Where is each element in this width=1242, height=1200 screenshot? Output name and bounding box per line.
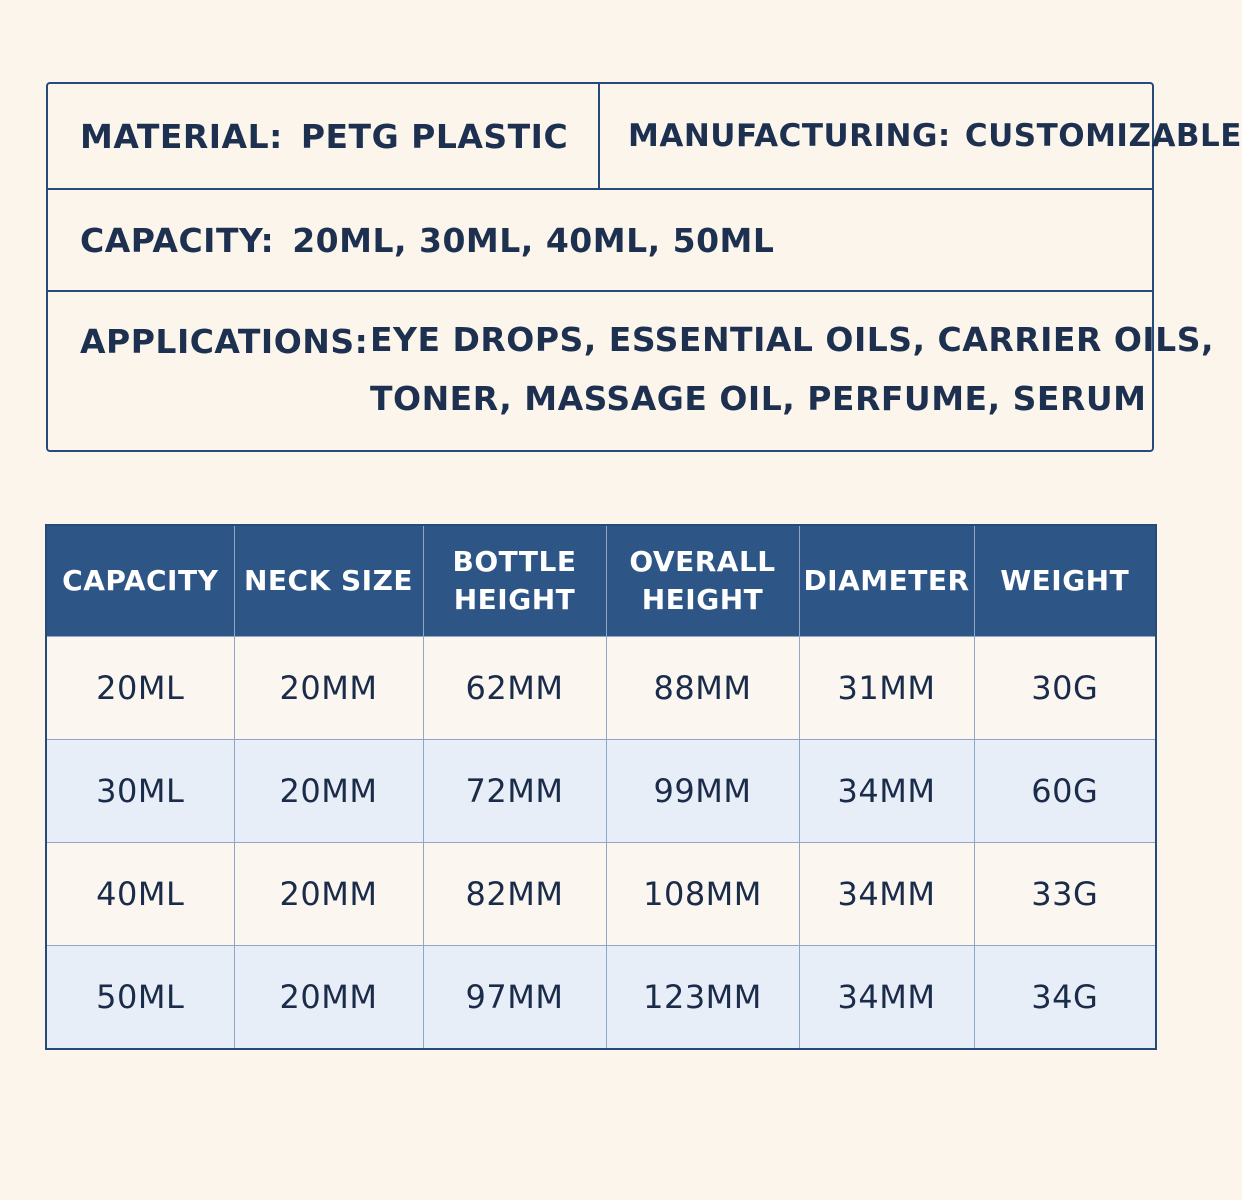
cell-diameter: 31MM [799, 637, 974, 740]
cell-diameter: 34MM [799, 946, 974, 1050]
cell-capacity: 20ML [46, 637, 234, 740]
capacity-value: 20ML, 30ML, 40ML, 50ML [292, 220, 775, 260]
cell-overall-height: 99MM [606, 740, 799, 843]
cell-overall-height: 123MM [606, 946, 799, 1050]
cell-neck-size: 20MM [234, 843, 423, 946]
manufacturing-value: CUSTOMIZABLE [964, 118, 1242, 154]
applications-values [370, 310, 1214, 428]
cell-capacity: 40ML [46, 843, 234, 946]
cell-weight: 60G [974, 740, 1156, 843]
cell-neck-size: 20MM [234, 946, 423, 1050]
cell-weight: 33G [974, 843, 1156, 946]
applications-label: APPLICATIONS: [80, 322, 369, 361]
capacity-cell [48, 190, 1152, 290]
table-row [46, 946, 1156, 1050]
dimensions-table [45, 524, 1157, 1050]
header-diameter: DIAMETER [799, 525, 974, 637]
material-label: MATERIAL: [80, 116, 283, 156]
cell-neck-size: 20MM [234, 740, 423, 843]
spec-box [46, 82, 1242, 452]
material-value: PETG PLASTIC [300, 116, 569, 156]
applications-cell [80, 322, 1214, 428]
cell-capacity: 50ML [46, 946, 234, 1050]
cell-weight: 30G [974, 637, 1156, 740]
spec-row-capacity [48, 190, 1152, 292]
table-row [46, 637, 1156, 740]
cell-bottle-height: 97MM [423, 946, 606, 1050]
cell-weight: 34G [974, 946, 1156, 1050]
header-bottle-height: BOTTLE HEIGHT [423, 525, 606, 637]
cell-bottle-height: 72MM [423, 740, 606, 843]
applications-line-2: TONER, MASSAGE OIL, PERFUME, SERUM [370, 379, 1147, 418]
cell-overall-height: 88MM [606, 637, 799, 740]
table-row [46, 740, 1156, 843]
cell-bottle-height: 62MM [423, 637, 606, 740]
material-cell [48, 84, 600, 188]
spec-row-material [48, 84, 1242, 190]
applications-line-1: EYE DROPS, ESSENTIAL OILS, CARRIER OILS, [370, 320, 1215, 359]
manufacturing-label: MANUFACTURING: [628, 118, 951, 154]
cell-diameter: 34MM [799, 843, 974, 946]
cell-neck-size: 20MM [234, 637, 423, 740]
table-row [46, 843, 1156, 946]
header-weight: WEIGHT [974, 525, 1156, 637]
header-neck-size: NECK SIZE [234, 525, 423, 637]
spec-row-applications [48, 292, 1215, 452]
table-header-row [46, 525, 1156, 637]
cell-bottle-height: 82MM [423, 843, 606, 946]
manufacturing-cell [600, 84, 1242, 188]
cell-overall-height: 108MM [606, 843, 799, 946]
capacity-label: CAPACITY: [80, 220, 275, 260]
header-overall-height: OVERALL HEIGHT [606, 525, 799, 637]
cell-capacity: 30ML [46, 740, 234, 843]
header-capacity: CAPACITY [46, 525, 234, 637]
cell-diameter: 34MM [799, 740, 974, 843]
